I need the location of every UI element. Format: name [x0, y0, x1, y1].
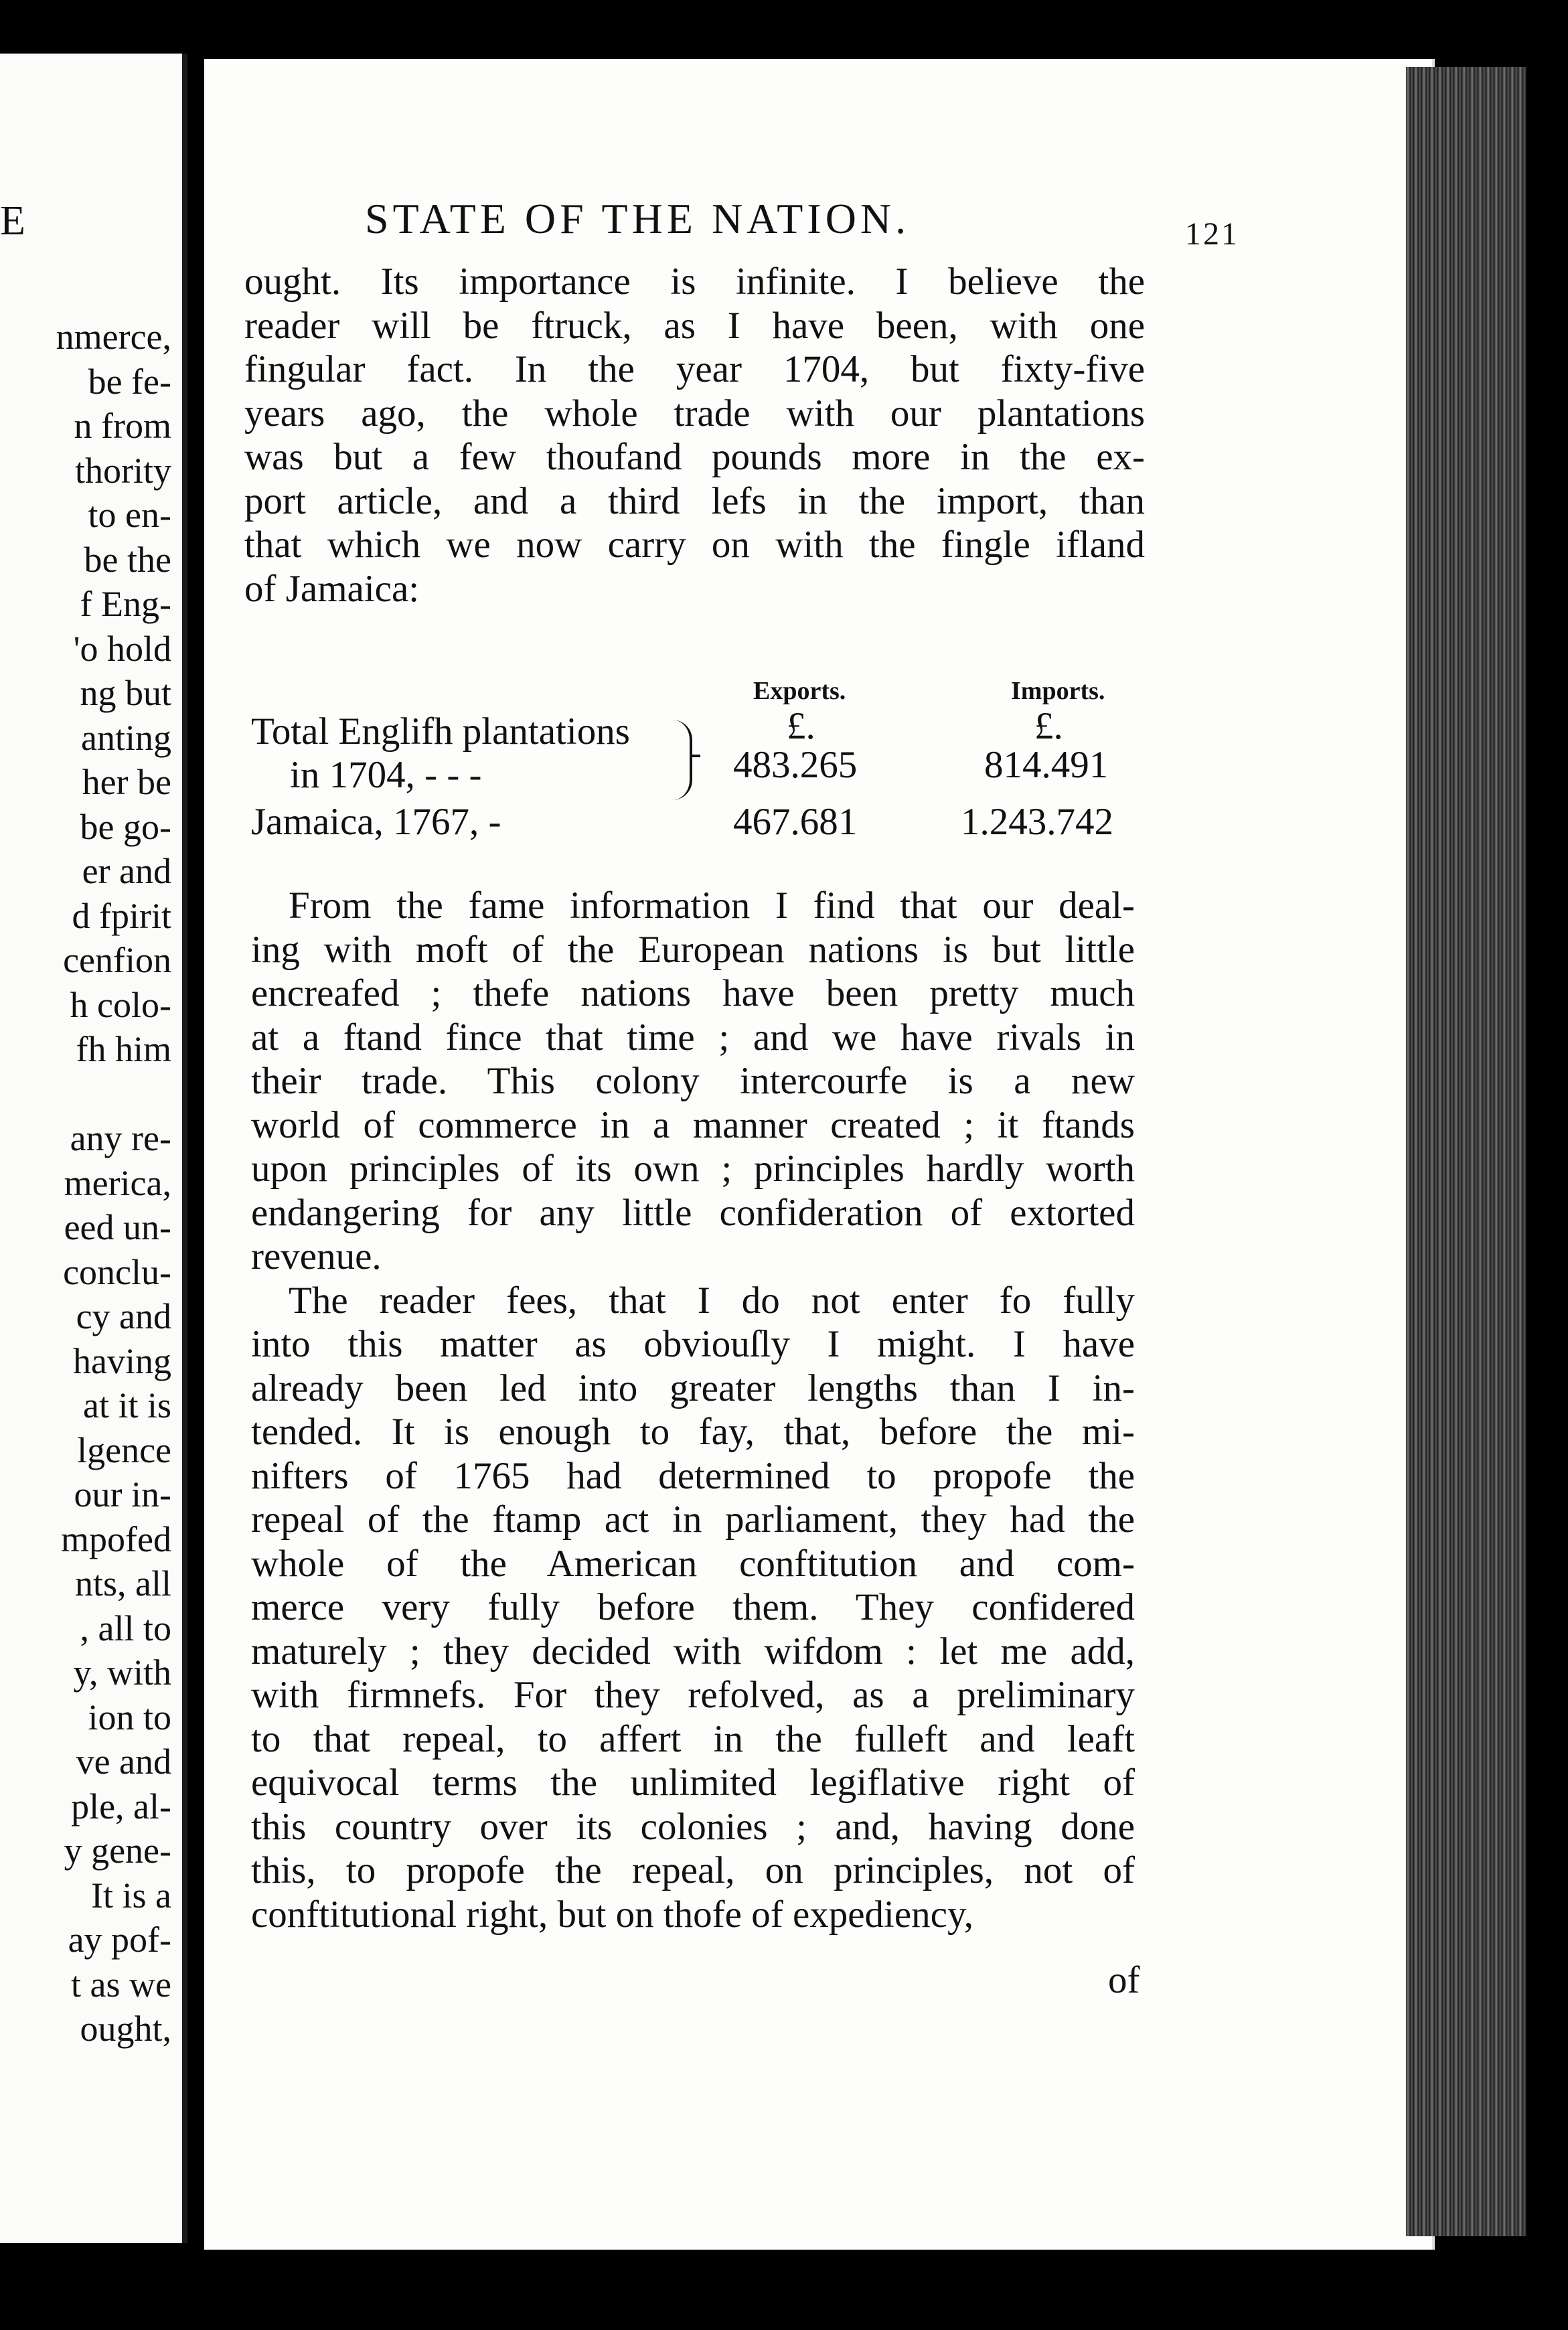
text-line: port article, and a third lefs in the import, than: [244, 479, 1145, 522]
text-line: equivocal terms the unlimited legiflative right of: [251, 1762, 1135, 1804]
left-line: eed un-: [64, 1207, 171, 1247]
text-line: world of commerce in a manner created ; it ftands: [251, 1103, 1135, 1146]
imports-header: Imports.: [1011, 677, 1105, 705]
text-line: ought. Its importance is infinite. I believe the: [244, 260, 1145, 303]
left-line: thority: [75, 450, 171, 491]
left-line: conclu-: [63, 1251, 171, 1292]
text-line: that which we now carry on with the fingle ifland: [244, 524, 1145, 566]
text-line: ing with moft of the European nations is but little: [251, 928, 1135, 971]
left-line: y gene-: [64, 1831, 171, 1871]
text-line: fingular fact. In the year 1704, but fixty-five: [244, 348, 1145, 390]
text-line: with firmnefs. For they refolved, as a preliminary: [251, 1674, 1135, 1716]
left-line: It is a: [91, 1875, 171, 1916]
left-line: be go-: [80, 806, 171, 847]
text-line: maturely ; they decided with wifdom : let me add,: [251, 1630, 1135, 1673]
row1-label-b: in 1704, - - -: [290, 754, 482, 796]
page-number: 121: [1185, 216, 1239, 252]
left-line: fh him: [76, 1029, 171, 1069]
text-line: to that repeal, to affert in the fulleft and leaft: [251, 1717, 1135, 1760]
left-line: ought,: [80, 2009, 171, 2049]
exports-currency: £.: [787, 705, 815, 747]
row2-exports: 467.681: [733, 801, 858, 843]
left-line: h colo-: [70, 984, 171, 1025]
left-line: 'o hold: [73, 628, 171, 669]
left-line: anting: [81, 717, 171, 758]
text-line: endangering for any little confideration of extorted: [251, 1191, 1135, 1234]
text-line: upon principles of its own ; principles hardly worth: [251, 1148, 1135, 1190]
text-line: their trade. This colony intercourfe is a new: [251, 1060, 1135, 1102]
text-line: this country over its colonies ; and, having done: [251, 1805, 1135, 1848]
text-line: From the fame information I find that our deal-: [289, 884, 1135, 927]
text-line: this, to propofe the repeal, on principles, not of: [251, 1849, 1135, 1891]
left-line: be the: [84, 539, 171, 580]
left-line: be fe-: [88, 361, 171, 402]
row1-imports: 814.491: [984, 744, 1109, 786]
body-text: [244, 260, 1145, 611]
text-line: tended. It is enough to fay, that, before the mi-: [251, 1411, 1135, 1453]
text-line: reader will be ftruck, as I have been, with one: [244, 304, 1145, 347]
left-line: y, with: [73, 1652, 171, 1693]
text-line: at a ftand fince that time ; and we have rivals in: [251, 1016, 1135, 1059]
catchword: of: [1108, 1959, 1140, 2001]
text-line: merce very fully before them. They confidered: [251, 1586, 1135, 1628]
row1-label-a: Total Englifh plantations: [251, 710, 630, 753]
paragraph-1: [244, 260, 1145, 611]
left-line: our in-: [74, 1474, 171, 1514]
brace: [670, 720, 692, 800]
left-line: [0, 1072, 171, 1117]
left-line: cenfion: [63, 940, 171, 980]
left-line: ve and: [76, 1741, 171, 1782]
left-line: er and: [82, 851, 171, 891]
left-line: ay pof-: [68, 1920, 171, 1960]
text-line: already been led into greater lengths than I in-: [251, 1367, 1135, 1409]
left-line: her be: [82, 762, 171, 802]
left-page-fragment: [0, 54, 187, 2243]
text-line: whole of the American conftitution and com-: [251, 1542, 1135, 1585]
row1-exports: 483.265: [733, 744, 858, 786]
text-line: repeal of the ftamp act in parliament, they had the: [251, 1498, 1135, 1541]
row2-imports: 1.243.742: [961, 801, 1113, 843]
left-line: at it is: [83, 1385, 171, 1425]
left-line: cy and: [76, 1296, 171, 1336]
text-line: The reader fees, that I do not enter fo fully: [289, 1279, 1135, 1322]
left-line: t as we: [71, 1964, 171, 2005]
left-line: ng but: [80, 673, 171, 713]
text-line: was but a few thoufand pounds more in the ex-: [244, 436, 1145, 478]
left-page-text: [0, 315, 171, 2051]
text-line: revenue.: [251, 1235, 382, 1277]
imports-currency: £.: [1034, 705, 1063, 747]
left-line: f Eng-: [80, 584, 171, 624]
left-line: mpofed: [61, 1519, 171, 1559]
text-line: conftitutional right, but on thofe of expediency,: [251, 1893, 974, 1936]
text-line: encreafed ; thefe nations have been pretty much: [251, 972, 1135, 1014]
row2-label: Jamaica, 1767, -: [251, 801, 501, 843]
left-line: to en-: [88, 495, 171, 535]
left-line: n from: [74, 406, 171, 446]
page-edges: [1406, 67, 1526, 2236]
left-line: d fpirit: [72, 895, 171, 936]
text-line: into this matter as obviouſly I might. I have: [251, 1323, 1135, 1365]
body-text-lower: [251, 884, 1135, 1936]
left-line: nmerce,: [56, 317, 171, 357]
paragraph-3: [251, 1279, 1135, 1937]
running-title: STATE OF THE NATION.: [365, 195, 911, 242]
left-line: lgence: [77, 1429, 171, 1470]
left-line: , all to: [80, 1608, 171, 1648]
left-line: ion to: [88, 1697, 171, 1737]
paragraph-2: [251, 884, 1135, 1279]
left-line: ple, al-: [71, 1786, 171, 1827]
left-line: having: [73, 1340, 171, 1381]
left-line: merica,: [64, 1162, 171, 1203]
exports-header: Exports.: [753, 677, 846, 705]
text-line: of Jamaica:: [244, 567, 420, 610]
text-line: nifters of 1765 had determined to propofe the: [251, 1454, 1135, 1497]
text-line: years ago, the whole trade with our plantations: [244, 392, 1145, 435]
left-running-head: E: [0, 198, 27, 244]
running-head: [365, 194, 1202, 244]
left-line: any re-: [70, 1118, 171, 1158]
left-line: nts, all: [75, 1563, 171, 1604]
